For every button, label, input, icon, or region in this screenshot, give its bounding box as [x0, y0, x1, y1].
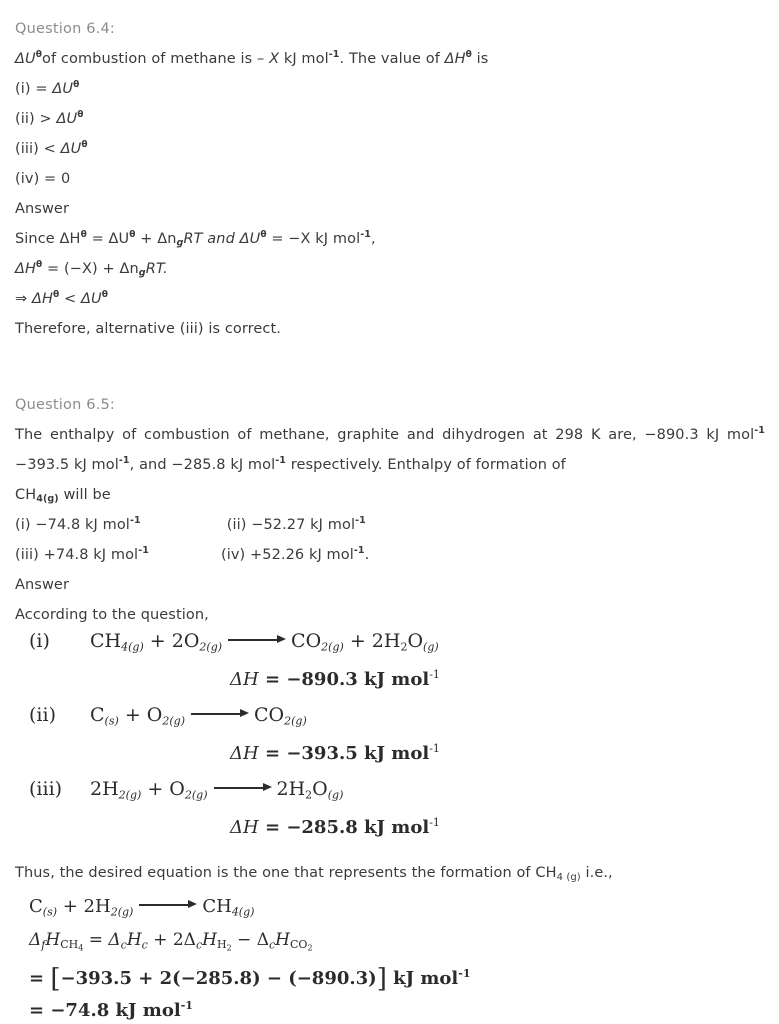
prompt-mid: . The value of	[339, 51, 445, 67]
option-label: (iv)	[15, 171, 40, 187]
reactant-1-state: (s)	[104, 714, 119, 728]
subscript-c: c	[120, 938, 127, 952]
reactant-2: + O	[141, 778, 185, 800]
subscript-c: c	[141, 938, 148, 952]
delta-h-label: ΔH	[230, 817, 259, 838]
units-exponent: -1	[129, 515, 141, 527]
units-exponent: -1	[180, 999, 193, 1012]
units-exponent: -1	[138, 545, 149, 557]
eq-part: ΔH	[15, 261, 37, 277]
answer-64-line-3	[15, 284, 765, 314]
subscript-g: g	[176, 237, 184, 249]
units-exponent: -1	[118, 455, 130, 467]
content-column	[15, 14, 765, 1024]
eq-part: ,	[370, 231, 376, 247]
units-exponent: -1	[429, 742, 440, 755]
equals-delta: = Δ	[83, 930, 121, 950]
enthalpy-value-ii	[15, 743, 765, 778]
product-2: + 2H	[343, 630, 401, 652]
question-65-prompt-tail	[15, 480, 765, 510]
option-text: = 0	[44, 171, 71, 187]
units-exponent: -1	[328, 49, 340, 61]
units-exponent: -1	[355, 515, 366, 527]
derivation-expression: −393.5 + 2(−285.8) − (−890.3)	[60, 968, 377, 989]
option-ii	[15, 104, 765, 134]
reactant-2: + 2O	[143, 630, 200, 652]
bracket-close: ]	[376, 964, 387, 994]
reactant-2: + 2H	[57, 896, 111, 917]
prompt-suffix: is	[471, 51, 489, 67]
theta-sup: θ	[35, 50, 43, 61]
answer-64-line-1	[15, 224, 765, 254]
reaction-arrow-icon	[228, 635, 286, 645]
product-1-state: 2(g)	[284, 714, 307, 728]
theta-sup: θ	[129, 230, 136, 241]
eq-part: = −X kJ mol	[266, 231, 361, 247]
delta-h-value: = −393.5 kJ mol	[258, 743, 430, 764]
prompt-prefix: of combustion of methane is –	[42, 51, 270, 67]
option-iv	[15, 164, 765, 194]
option-label: (ii)	[15, 111, 35, 127]
thus-text: Thus, the desired equation is the one that represents the formation of CH	[15, 865, 557, 881]
product-1-atom: O	[312, 778, 328, 800]
eq-part: + Δn	[135, 231, 177, 247]
delta-h-value: = −890.3 kJ mol	[258, 669, 430, 690]
option-i	[15, 74, 765, 104]
units-exponent: -1	[754, 425, 765, 437]
option-label: (iv)	[220, 547, 246, 563]
question-65-prompt	[15, 420, 765, 480]
derivation-line-2	[15, 964, 765, 1000]
option-iii	[15, 134, 765, 164]
prompt-part-4: respectively. Enthalpy of formation of	[286, 457, 566, 473]
subscript-ch4: $CH_4$	[60, 938, 84, 953]
reactant-1: 2H	[90, 778, 119, 800]
reactant-1-state: (s)	[42, 905, 58, 919]
equation-numeral: (i)	[29, 630, 50, 652]
reaction-arrow-icon	[139, 900, 197, 910]
answer-label-64: Answer	[15, 201, 70, 217]
minus-delta: − Δ	[231, 930, 269, 950]
theta-sup: θ	[52, 290, 60, 301]
subscript-g: g	[138, 267, 146, 279]
formation-equation	[15, 888, 765, 930]
units-exponent: -1	[429, 668, 440, 681]
eq-part: ⇒ ΔH	[15, 291, 53, 307]
enthalpy-symbol: H	[45, 930, 61, 950]
eq-part: = ΔU	[86, 231, 130, 247]
thus-line	[15, 858, 765, 888]
question-65-heading: Question 6.5:	[15, 397, 116, 413]
option-label: (i)	[15, 517, 31, 533]
eq-part: RT and ΔU	[183, 231, 261, 247]
equation-body	[90, 778, 343, 800]
bracket-open: [	[50, 964, 61, 994]
question-64-heading: Question 6.4:	[15, 21, 116, 37]
option-value: −52.27 kJ mol	[251, 517, 356, 533]
reactant-1-state: 4(g)	[121, 640, 144, 654]
option-tail: .	[364, 547, 370, 563]
delta-h-label: ΔH	[230, 669, 259, 690]
theta-sup: θ	[36, 260, 43, 271]
subscript-c: c	[269, 938, 276, 952]
final-result: = −74.8 kJ mol	[29, 1000, 181, 1021]
conclusion-64: Therefore, alternative (iii) is correct.	[15, 321, 281, 337]
since-text: Since ΔH	[15, 231, 81, 247]
plus-delta: + 2Δ	[147, 930, 196, 950]
answer-label-65: Answer	[15, 577, 70, 593]
reactant-2-state: 2(g)	[162, 714, 185, 728]
enthalpy-symbol: H	[202, 930, 217, 950]
theta-sup: θ	[73, 80, 80, 91]
equation-row-ii	[15, 704, 765, 743]
reactant-1: C	[29, 896, 43, 917]
product-2-atom: O	[407, 630, 424, 652]
theta-sup: θ	[77, 110, 84, 121]
product-1-state: 2(g)	[321, 640, 344, 654]
option-value: −74.8 kJ mol	[35, 517, 130, 533]
option-label: (iii)	[15, 547, 39, 563]
eq-part: RT.	[145, 261, 168, 277]
equation-body	[90, 630, 439, 652]
option-text: > ΔU	[39, 111, 78, 127]
equation-row-iii	[15, 778, 765, 817]
enthalpy-symbol: H	[126, 930, 142, 950]
thus-tail: i.e.,	[580, 865, 613, 881]
units-exponent: -1	[458, 967, 471, 980]
eq-part: = (−X) + Δn	[42, 261, 139, 277]
derivation-units: kJ mol	[386, 968, 459, 989]
delta-h-value: = −285.8 kJ mol	[258, 817, 430, 838]
reaction-arrow-icon	[191, 709, 249, 719]
product-1: CH	[202, 896, 232, 917]
derivation-line-3	[15, 1000, 765, 1024]
equation-row-i	[15, 630, 765, 669]
answer-64-line-2	[15, 254, 765, 284]
section-spacer	[15, 344, 765, 390]
units-exponent: -1	[275, 455, 287, 467]
question-65-options-row-1	[15, 510, 765, 540]
equation-numeral: (iii)	[29, 778, 63, 800]
product-1: 2H	[276, 778, 306, 800]
ch4-subscript: 4(g)	[36, 493, 59, 505]
prompt-part-2: −393.5 kJ mol	[15, 457, 119, 473]
eq-part: < ΔU	[59, 291, 102, 307]
enthalpy-symbol: H	[275, 930, 290, 950]
units-exponent: -1	[360, 229, 371, 241]
option-value: +52.26 kJ mol	[250, 547, 354, 563]
reactant-2-state: 2(g)	[184, 788, 208, 802]
product-2-state: (g)	[423, 640, 439, 654]
question-65-options-row-2	[15, 540, 765, 570]
product-1: CO	[253, 704, 285, 726]
delta-u-symbol: ΔU	[15, 51, 36, 67]
option-label: (i)	[15, 81, 31, 97]
equals-sign: =	[29, 968, 51, 989]
equation-body	[90, 704, 307, 726]
product-1-state: 4(g)	[231, 905, 255, 919]
product-2-count: 2	[400, 640, 408, 654]
option-text: < ΔU	[43, 141, 82, 157]
option-label: (iii)	[15, 141, 39, 157]
theta-sup: θ	[260, 230, 267, 241]
enthalpy-value-i	[15, 669, 765, 704]
option-value: +74.8 kJ mol	[43, 547, 139, 563]
theta-sup: θ	[465, 50, 472, 61]
delta-symbol: Δ	[29, 930, 42, 950]
equation-numeral: (ii)	[29, 704, 56, 726]
according-to-question: According to the question,	[15, 607, 209, 623]
reactant-2-state: 2(g)	[110, 905, 134, 919]
theta-sup: θ	[101, 290, 108, 301]
question-64-prompt	[15, 44, 765, 74]
reactant-2-state: 2(g)	[199, 640, 223, 654]
reactant-2: + O	[118, 704, 163, 726]
option-label: (ii)	[226, 517, 247, 533]
reactant-1: C	[90, 704, 105, 726]
ch4-subscript: 4 (g)	[556, 871, 581, 883]
units-exponent: -1	[353, 545, 365, 557]
derivation-line-1	[15, 930, 765, 964]
product-1-state: (g)	[327, 788, 344, 802]
prompt-variable: X	[269, 51, 280, 67]
theta-sup: θ	[80, 230, 87, 241]
product-1-count: 2	[305, 788, 313, 802]
reaction-arrow-icon	[214, 783, 272, 793]
prompt-part-1: The enthalpy of combustion of methane, graphite and dihydrogen at 298 K are, −890.3 kJ mol	[15, 427, 755, 443]
ch4-formula: CH	[15, 487, 37, 503]
theta-sup: θ	[81, 140, 88, 151]
option-text: = ΔU	[35, 81, 74, 97]
subscript-co2: $CO_2$	[290, 938, 313, 953]
units-exponent: -1	[429, 816, 440, 829]
subscript-c: c	[195, 938, 203, 952]
prompt-part-3: , and −285.8 kJ mol	[129, 457, 276, 473]
enthalpy-value-iii	[15, 817, 765, 852]
product-1: CO	[291, 630, 322, 652]
subscript-h2: $H_2$	[216, 938, 232, 953]
delta-h-label: ΔH	[230, 743, 259, 764]
subscript-f: f	[41, 938, 46, 952]
prompt-units: kJ mol	[279, 51, 329, 67]
reactant-1-state: 2(g)	[118, 788, 142, 802]
will-be-text: will be	[58, 487, 111, 503]
delta-h-symbol: ΔH	[444, 51, 466, 67]
reactant-1: CH	[90, 630, 122, 652]
